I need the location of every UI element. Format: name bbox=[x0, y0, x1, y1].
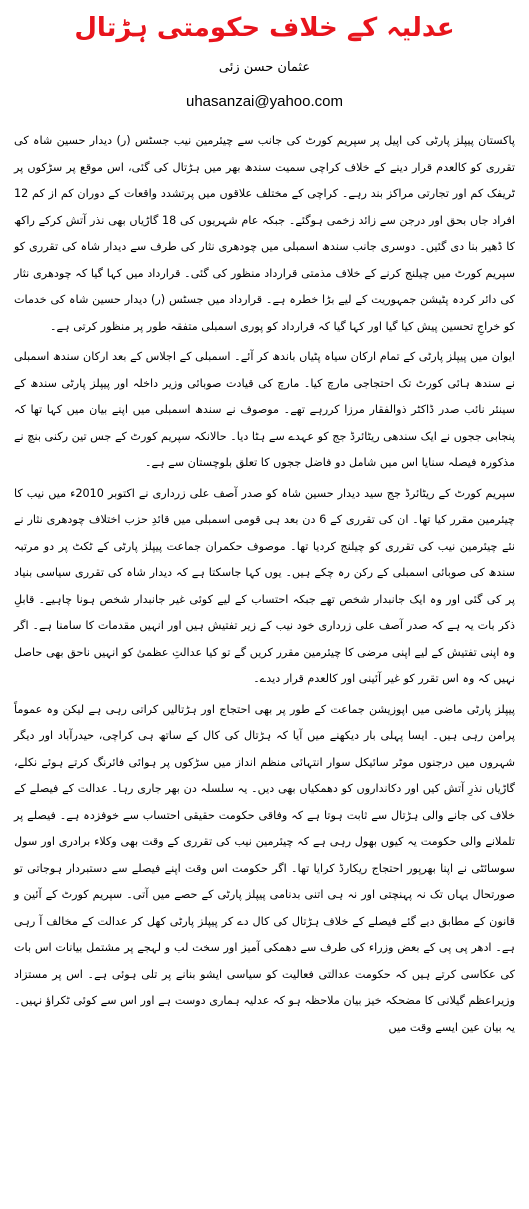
article-paragraph: پیپلز پارٹی ماضی میں اپوزیشن جماعت کے طور پر بھی احتجاج اور ہڑتالیں کراتی رہی ہے لیکن وہ عموماً پرامن رہی ہیں۔ ایسا پہلی بار دیکھنے میں آیا کہ ہڑتال کی کال کے ساتھ ہی کراچی، حیدرآباد اور دیگر شہروں میں درجنوں موٹر سائیکل سوار انتہائی منظم انداز میں سڑکوں پر ہوائی فائرنگ کرتے ہوئے نکلے، گاڑیاں نذرِ آتش کیں اور دکانداروں کو دھمکیاں بھی دیں۔ یہ سلسلہ دن بھر جاری رہا۔ عدالت کے فیصلے کے خلاف کی جانے والی ہڑتال سے ثابت ہوتا ہے کہ وفاقی حکومت حقیقی احتساب سے خوفزدہ ہے۔ فیصلے پر تلملانے والی حکومت یہ کیوں بھول رہی ہے کہ چیئرمین نیب کی تقرری کے وقت بھی وکلاء برادری اور سول سوسائٹی نے اپنا بھرپور احتجاج ریکارڈ کرایا تھا۔ اگر حکومت اس وقت اپنے فیصلے سے دستبردار ہوجاتی تو صورتحال یہاں تک نہ پہنچتی اور نہ ہی اتنی بدنامی پیپلز پارٹی کے حصے میں آتی۔ سپریم کورٹ کے آئین و قانون کے مطابق دیے گئے فیصلے کے خلاف ہڑتال کی کال دے کر پیپلز پارٹی کھل کر عدالت کے مخالف آ رہی ہے۔ ادھر پی پی کے بعض وزراء کی طرف سے دھمکی آمیز اور سخت لب و لہجے پر مشتمل بیانات اس بات کی عکاسی کرتے ہیں کہ حکومت عدالتی فعالیت کو سیاسی ایشو بنانے پر تلی ہوئی ہے۔ اس پر مستزاد وزیراعظم گیلانی کا مضحکہ خیز بیان ملاحظہ ہو کہ عدلیہ ہماری دوست ہے اور اس سے کوئی ٹکراؤ نہیں۔ یہ بیان عین ایسے وقت میں bbox=[14, 702, 515, 1034]
author-email: uhasanzai@yahoo.com bbox=[186, 93, 343, 110]
article-paragraph: پاکستان پیپلز پارٹی کی اپیل پر سپریم کورٹ کی جانب سے چیئرمین نیب جسٹس (ر) دیدار حسین شاہ کی تقرری کو کالعدم قرار دینے کے خلاف کراچی سمیت سندھ بھر میں ہڑتال کی گئی، اس موقع پر سڑکوں پر ٹریفک کم اور تجارتی مراکز بند رہے۔ کراچی کے مختلف علاقوں میں پرتشدد واقعات کے دوران کم از کم 12 افراد جاں بحق اور درجن سے زائد زخمی ہوگئے۔ جبکہ عام شہریوں کی 18 گاڑیاں بھی نذر آتش کرکے راکھ کا ڈھیر بنا دی گئیں۔ دوسری جانب سندھ اسمبلی میں چودھری نثار کی طرف سے دیدار شاہ کی تقرری کو سپریم کورٹ میں چیلنج کرنے کے خلاف مذمتی قرارداد منظور کی گئی۔ قرارداد میں کہا گیا کہ چودھری نثار کی دائر کردہ پٹیشن جمہوریت کے لیے بڑا خطرہ ہے۔ قرارداد میں جسٹس (ر) دیدار حسین شاہ کی خدمات کو خراجِ تحسین پیش کیا گیا اور کہا گیا کہ قرارداد کو پوری اسمبلی متفقہ طور پر منظور کرتی ہے۔ bbox=[14, 134, 515, 333]
article-paragraph: سپریم کورٹ کے ریٹائرڈ جج سید دیدار حسین شاہ کو صدر آصف علی زرداری نے اکتوبر 2010ء میں نیب کا چیئرمین مقرر کیا تھا۔ ان کی تقرری کے 6 دن بعد ہی قومی اسمبلی میں قائدِ حزب اختلاف چودھری نثار نے نئے چیئرمین نیب کی تقرری کو چیلنج کردیا تھا۔ موصوف حکمران جماعت پیپلز پارٹی کے ٹکٹ پر دو مرتبہ سندھ کی صوبائی اسمبلی کے رکن رہ چکے ہیں۔ یوں کہا جاسکتا ہے کہ دیدار شاہ کی تقرری سیاسی بنیاد پر کی گئی اور وہ ایک جانبدار شخص تھے جبکہ احتساب کے لیے کوئی غیر جانبدار شخص ہونا چاہیے۔ قابلِ ذکر بات یہ ہے کہ صدر آصف علی زرداری خود نیب کے زیر تفتیش ہیں اور انہیں مقدمات کا سامنا ہے۔ اگر وہ اپنی تفتیش کے لیے اپنی مرضی کا چیئرمین مقرر کریں گے تو کیا عدالتِ عظمیٰ کو انہیں ناحق بھی حاصل نہیں کہ وہ اس تقرر کو غیر آئینی اور کالعدم قرار دیدے۔ bbox=[14, 486, 516, 685]
article-paragraph: ایوان میں پیپلز پارٹی کے تمام ارکان سیاہ پٹیاں باندھ کر آئے۔ اسمبلی کے اجلاس کے بعد ارکان سندھ اسمبلی نے سندھ ہائی کورٹ تک احتجاجی مارچ کیا۔ مارچ کی قیادت صوبائی وزیر داخلہ اور پیپلز پارٹی سندھ کے سینئر نائب صدر ڈاکٹر ذوالفقار مرزا کررہے تھے۔ موصوف نے سندھ اسمبلی میں اپنے بیان میں کہا تھا کہ پنجابی ججوں نے ایک سندھی ریٹائرڈ جج کو عہدے سے ہٹا دیا۔ حالانکہ سپریم کورٹ کے جس تین رکنی بنچ نے مذکورہ فیصلہ سنایا اس میں شامل دو فاضل ججوں کا تعلق بلوچستان سے ہے۔ bbox=[14, 350, 515, 469]
article-author: عثمان حسن زئی bbox=[218, 60, 311, 75]
article-body bbox=[14, 128, 515, 1041]
article-headline: عدلیہ کے خلاف حکومتی ہڑتال bbox=[74, 13, 455, 43]
